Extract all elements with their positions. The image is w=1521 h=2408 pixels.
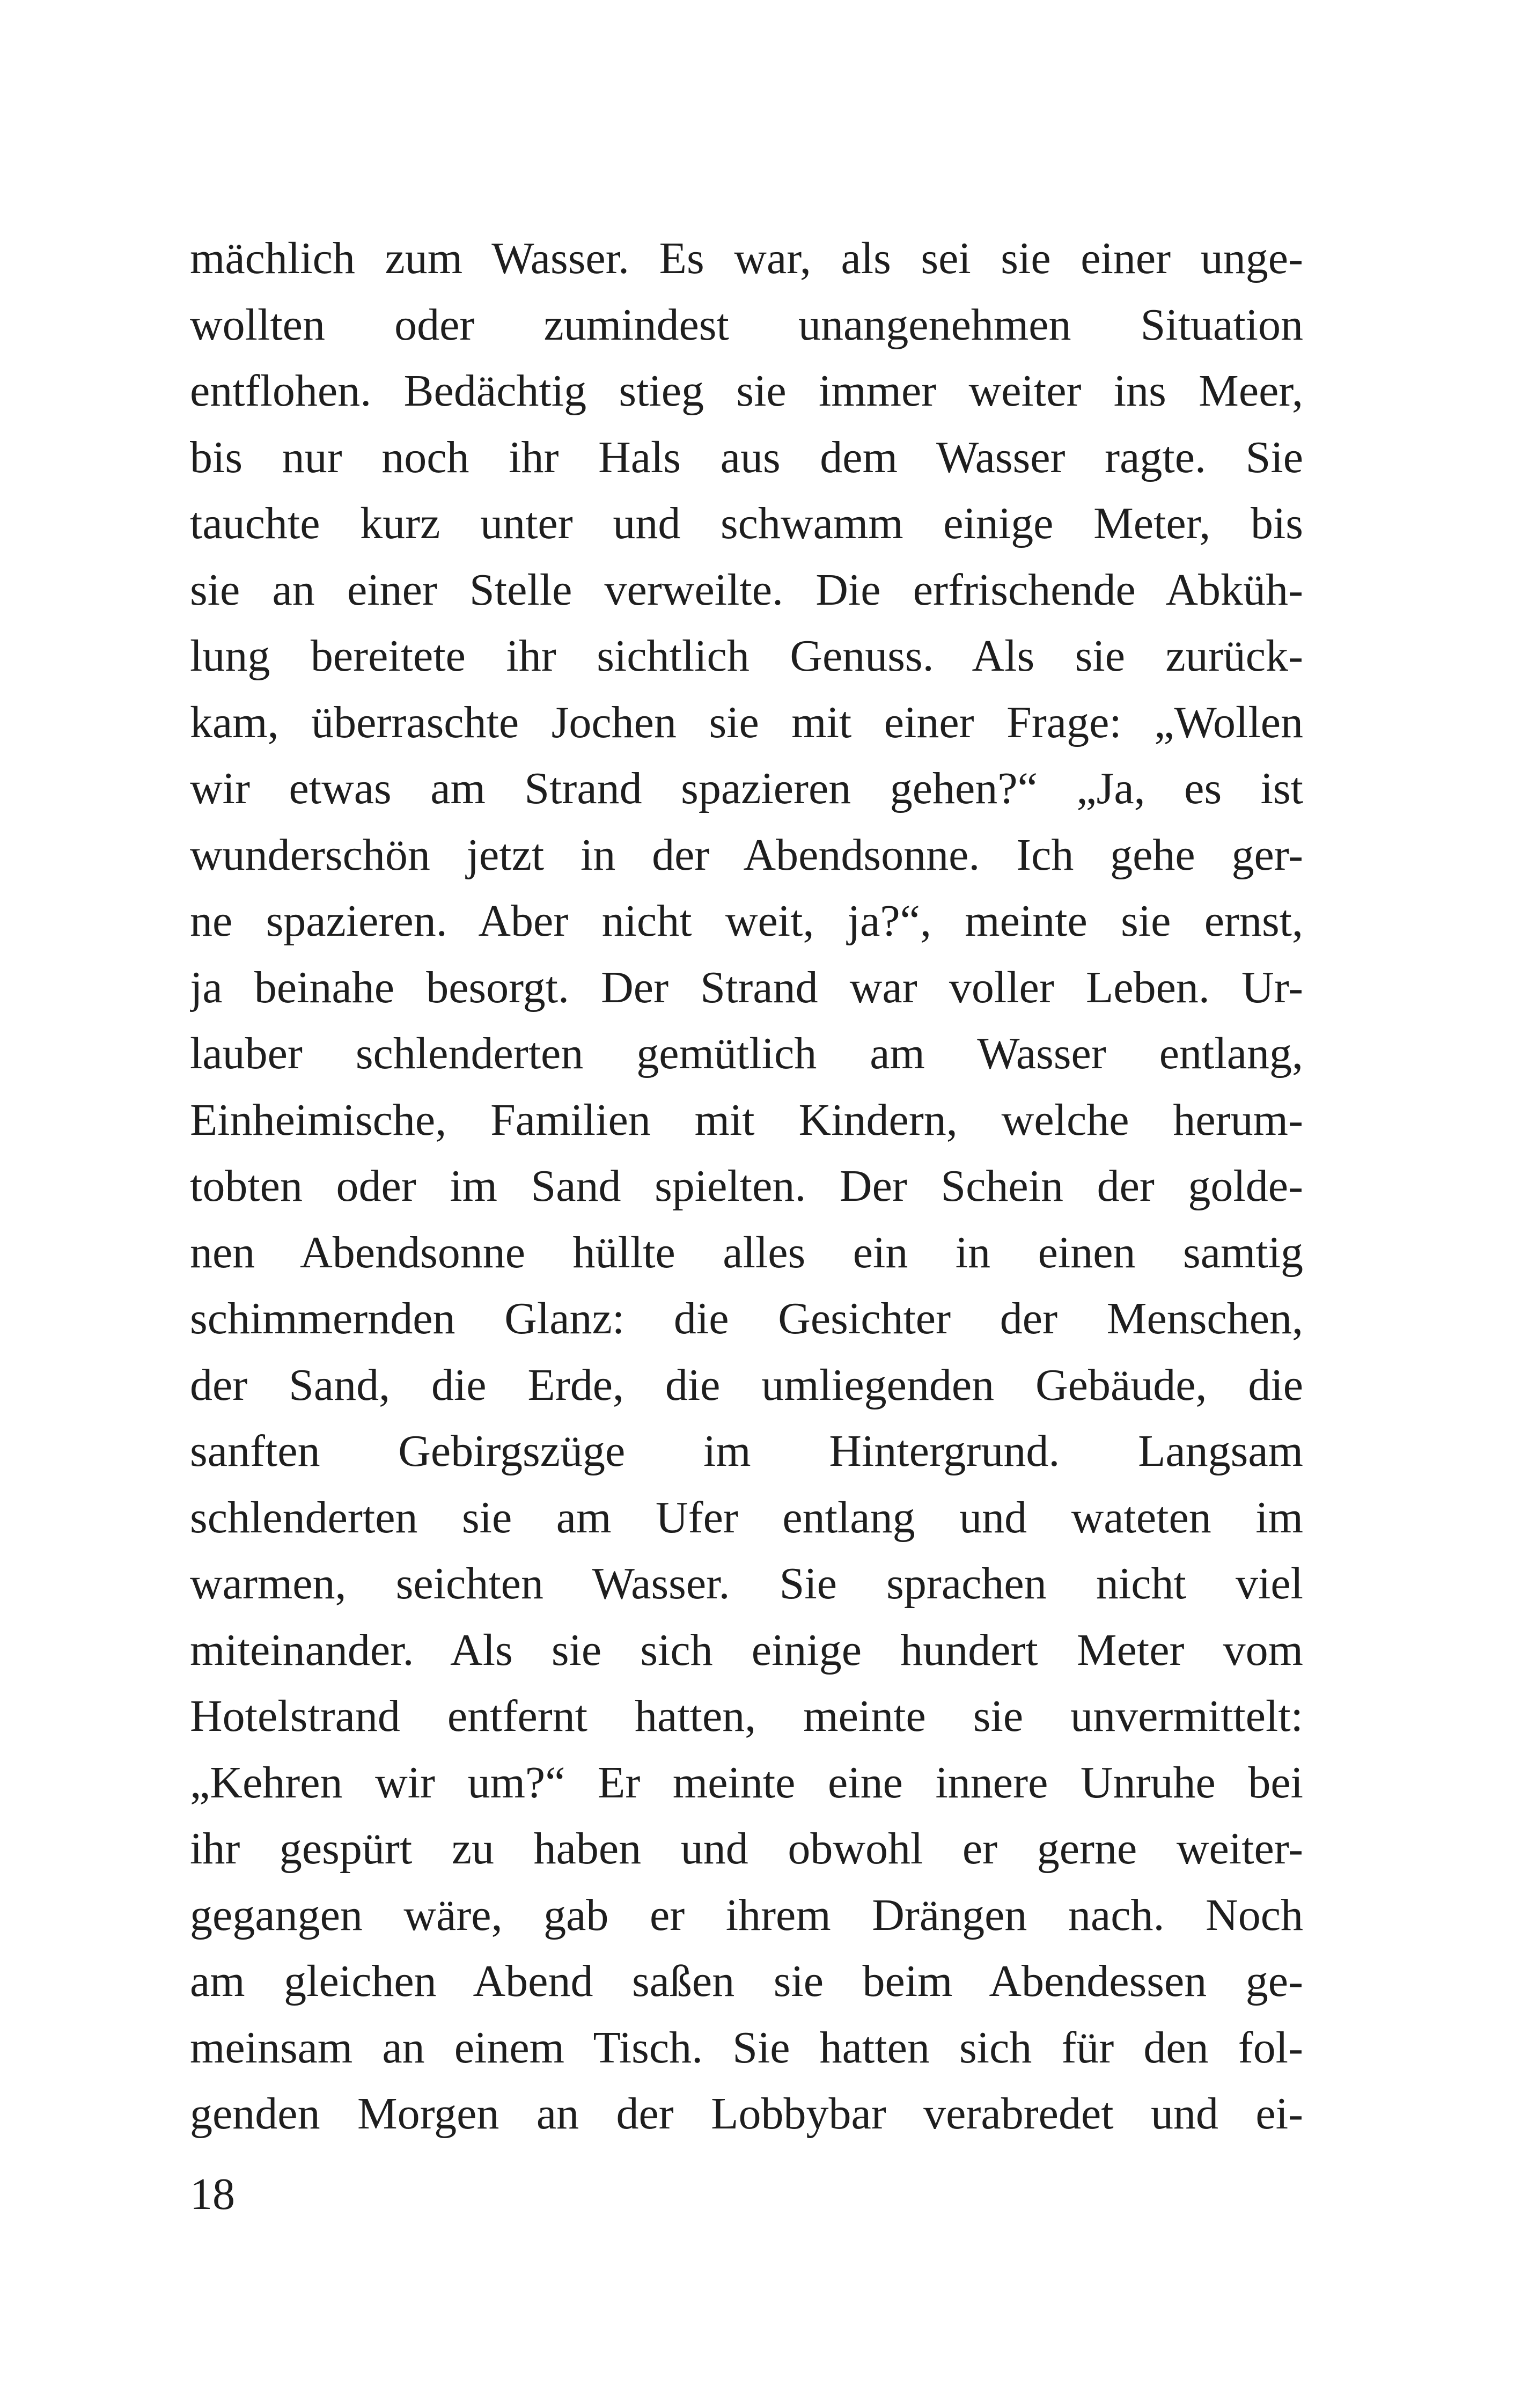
text-line: tobten oder im Sand spielten. Der Schein der golde- — [190, 1161, 1303, 1211]
text-line: kam, überraschte Jochen sie mit einer Frage: „Wollen — [190, 697, 1303, 747]
body-text — [190, 225, 1303, 2147]
text-line: ihr gespürt zu haben und obwohl er gerne weiter- — [190, 1824, 1303, 1874]
text-line: genden Morgen an der Lobbybar verabredet und ei- — [190, 2089, 1303, 2139]
text-line: nen Abendsonne hüllte alles ein in einen samtig — [190, 1227, 1303, 1278]
text-line: der Sand, die Erde, die umliegenden Gebäude, die — [190, 1360, 1303, 1410]
text-line: wunderschön jetzt in der Abendsonne. Ich gehe ger- — [190, 829, 1303, 880]
text-line: miteinander. Als sie sich einige hundert Meter vom — [190, 1625, 1303, 1675]
text-line: sanften Gebirgszüge im Hintergrund. Langsam — [190, 1426, 1303, 1476]
text-line: entflohen. Bedächtig stieg sie immer weiter ins Meer, — [190, 366, 1303, 416]
text-line: schlenderten sie am Ufer entlang und wateten im — [190, 1492, 1303, 1543]
text-line: am gleichen Abend saßen sie beim Abendessen ge- — [190, 1956, 1303, 2006]
text-line: wollten oder zumindest unangenehmen Situation — [190, 299, 1303, 350]
text-line: schimmernden Glanz: die Gesichter der Menschen, — [190, 1294, 1303, 1344]
text-line: meinsam an einem Tisch. Sie hatten sich für den fol- — [190, 2022, 1303, 2073]
page-number: 18 — [190, 2169, 235, 2219]
text-line: Hotelstrand entfernt hatten, meinte sie unvermittelt: — [190, 1691, 1303, 1741]
text-line: lung bereitete ihr sichtlich Genuss. Als sie zurück- — [190, 631, 1303, 681]
text-line: lauber schlenderten gemütlich am Wasser entlang, — [190, 1029, 1303, 1078]
text-line: bis nur noch ihr Hals aus dem Wasser ragte. Sie — [190, 432, 1303, 482]
text-line: ja beinahe besorgt. Der Strand war voller Leben. Ur- — [190, 962, 1303, 1012]
text-line: „Kehren wir um?“ Er meinte eine innere Unruhe bei — [190, 1757, 1303, 1808]
text-line: sie an einer Stelle verweilte. Die erfrischende Abküh- — [190, 564, 1303, 615]
text-line: tauchte kurz unter und schwamm einige Meter, bis — [190, 498, 1303, 548]
text-line: ne spazieren. Aber nicht weit, ja?“, meinte sie ernst, — [190, 896, 1303, 946]
text-line: wir etwas am Strand spazieren gehen?“ „Ja, es ist — [190, 763, 1303, 813]
text-line: mächlich zum Wasser. Es war, als sei sie einer unge- — [190, 233, 1303, 283]
text-line: warmen, seichten Wasser. Sie sprachen nicht viel — [190, 1559, 1303, 1609]
text-line: Einheimische, Familien mit Kindern, welche herum- — [190, 1095, 1303, 1145]
text-line: gegangen wäre, gab er ihrem Drängen nach. Noch — [190, 1890, 1303, 1940]
